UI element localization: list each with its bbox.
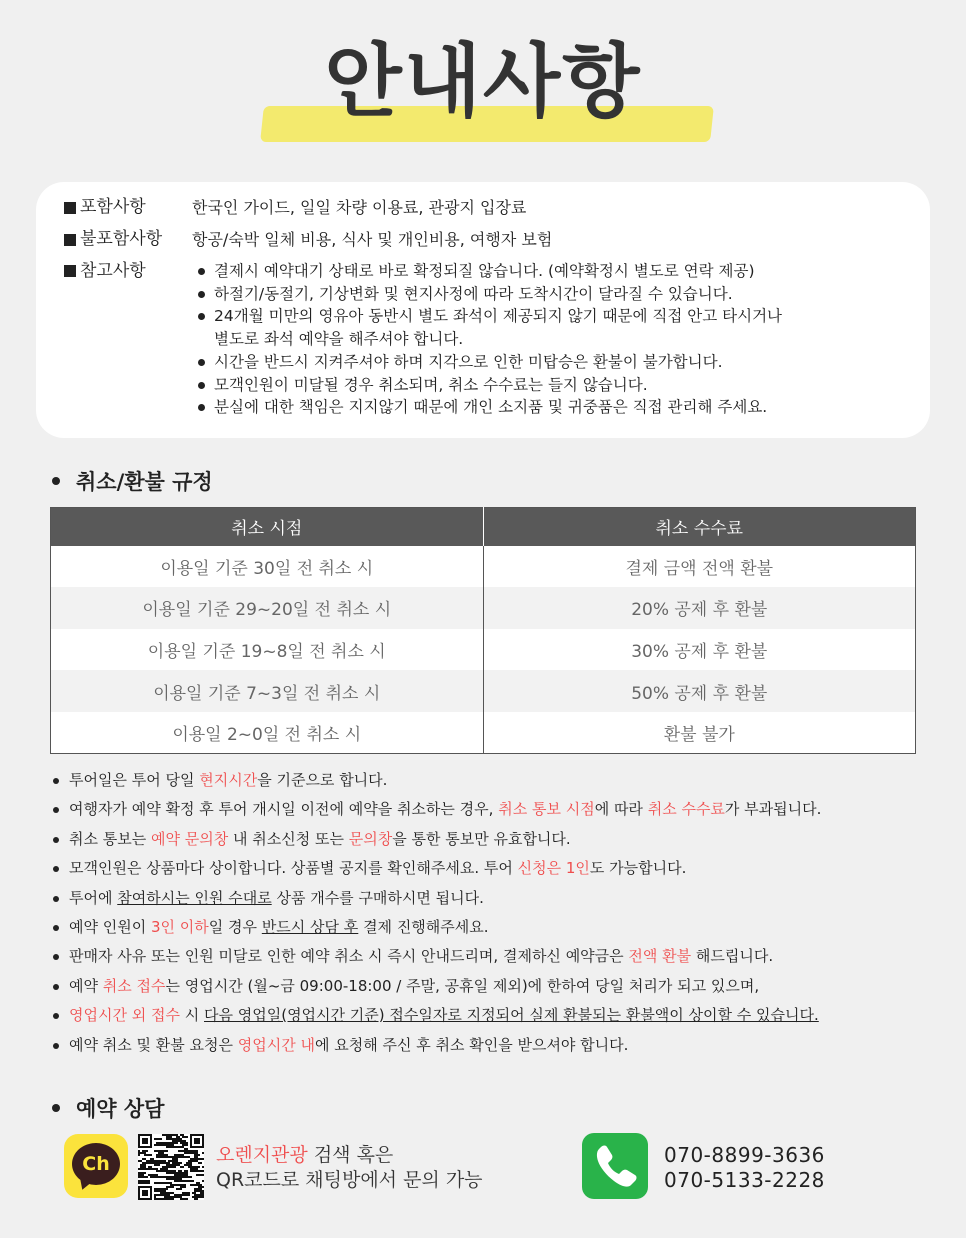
note-item: 모객인원은 상품마다 상이합니다. 상품별 공지를 확인해주세요. 투어 신청은 1인도 가능합니다.	[52, 854, 932, 883]
table-row	[51, 670, 916, 712]
table-cell: 이용일 기준 7~3일 전 취소 시	[51, 670, 484, 712]
brand-name: 오렌지관광	[216, 1144, 308, 1166]
list-item: 시간을 반드시 지켜주셔야 하며 지각으로 인한 미탑승은 환불이 불가합니다.	[192, 351, 792, 374]
table-cell: 이용일 기준 29~20일 전 취소 시	[51, 587, 484, 629]
list-item: 하절기/동절기, 기상변화 및 현지사정에 따라 도착시간이 달라질 수 있습니다.	[192, 283, 792, 306]
qr-code-icon[interactable]	[138, 1134, 204, 1200]
refund-section-title: 취소/환불 규정	[52, 466, 213, 496]
note-item: 예약 취소 및 환불 요청은 영업시간 내에 요청해 주신 후 취소 확인을 받으셔야 합니다.	[52, 1031, 932, 1060]
square-bullet-icon	[64, 265, 76, 277]
table-header: 취소 수수료	[483, 508, 916, 546]
excluded-value: 항공/숙박 일체 비용, 식사 및 개인비용, 여행자 보험	[192, 230, 553, 249]
note-item: 여행자가 예약 확정 후 투어 개시일 이전에 예약을 취소하는 경우, 취소 통보 시점에 따라 취소 수수료가 부과됩니다.	[52, 795, 932, 824]
included-value: 한국인 가이드, 일일 차량 이용료, 관광지 입장료	[192, 198, 527, 217]
consult-text	[216, 1143, 483, 1193]
table-row	[51, 587, 916, 629]
table-header-row	[51, 508, 916, 546]
table-cell: 30% 공제 후 환불	[631, 641, 768, 662]
table-row	[51, 712, 916, 754]
notes-list	[52, 766, 932, 1060]
note-item: 예약 취소 접수는 영업시간 (월~금 09:00-18:00 / 주말, 공휴일 제외)에 한하여 당일 처리가 되고 있으며,	[52, 972, 932, 1001]
phone-number[interactable]: 070-8899-3636	[664, 1143, 825, 1167]
reference-row	[64, 260, 930, 419]
list-item: 24개월 미만의 영유아 동반시 별도 좌석이 제공되지 않기 때문에 직접 안고 타시거나 별도로 좌석 예약을 해주셔야 합니다.	[192, 305, 792, 350]
included-label: 포함사항	[64, 196, 192, 219]
square-bullet-icon	[64, 234, 76, 246]
bullet-icon	[52, 477, 60, 485]
excluded-label: 불포함사항	[64, 228, 192, 251]
consult-section-title: 예약 상담	[52, 1093, 164, 1123]
table-cell: 이용일 2~0일 전 취소 시	[51, 712, 484, 754]
list-item: 결제시 예약대기 상태로 바로 확정되질 않습니다. (예약확정시 별도로 연락 제공)	[192, 260, 792, 283]
phone-numbers	[664, 1143, 825, 1193]
kakao-bubble: Ch	[72, 1143, 120, 1185]
info-card	[36, 182, 930, 438]
excluded-row	[64, 228, 930, 251]
table-row	[51, 629, 916, 671]
kakao-channel-icon[interactable]	[64, 1134, 128, 1198]
phone-number[interactable]: 070-5133-2228	[664, 1168, 825, 1192]
page-title: 안내사항	[324, 35, 642, 128]
table-cell: 결제 금액 전액 환불	[625, 558, 774, 579]
consult-line-1: 오렌지관광 검색 혹은	[216, 1144, 394, 1166]
phone-icon[interactable]	[582, 1133, 648, 1199]
consult-line-2: QR코드로 채팅방에서 문의 가능	[216, 1169, 483, 1191]
table-header: 취소 시점	[51, 508, 484, 546]
note-item: 예약 인원이 3인 이하일 경우 반드시 상담 후 결제 진행해주세요.	[52, 913, 932, 942]
table-cell: 이용일 기준 30일 전 취소 시	[51, 546, 484, 588]
table-cell: 이용일 기준 19~8일 전 취소 시	[51, 629, 484, 671]
table-cell: 50% 공제 후 환불	[483, 670, 916, 712]
phone-handset-icon	[582, 1133, 648, 1199]
square-bullet-icon	[64, 202, 76, 214]
refund-table	[50, 507, 916, 754]
note-item-continued: 영업시간 외 접수 시 다음 영업일(영업시간 기준) 접수일자로 지정되어 실제 환불되는 환불액이 상이할 수 있습니다.	[52, 1001, 932, 1030]
table-cell: 환불 불가	[663, 724, 735, 745]
reference-label: 참고사항	[64, 260, 192, 419]
note-item: 판매자 사유 또는 인원 미달로 인한 예약 취소 시 즉시 안내드리며, 결제하신 예약금은 전액 환불 해드립니다.	[52, 942, 932, 971]
included-row	[64, 196, 930, 219]
list-item: 모객인원이 미달될 경우 취소되며, 취소 수수료는 들지 않습니다.	[192, 374, 792, 397]
table-row	[51, 546, 916, 588]
reference-list	[192, 260, 792, 419]
note-item: 투어일은 투어 당일 현지시간을 기준으로 합니다.	[52, 766, 932, 795]
bullet-icon	[52, 1104, 60, 1112]
table-cell: 20% 공제 후 환불	[483, 587, 916, 629]
note-item: 투어에 참여하시는 인원 수대로 상품 개수를 구매하시면 됩니다.	[52, 884, 932, 913]
list-item: 분실에 대한 책임은 지지않기 때문에 개인 소지품 및 귀중품은 직접 관리해 주세요.	[192, 396, 792, 419]
title-area	[0, 22, 966, 152]
note-item: 취소 통보는 예약 문의창 내 취소신청 또는 문의창을 통한 통보만 유효합니다.	[52, 825, 932, 854]
